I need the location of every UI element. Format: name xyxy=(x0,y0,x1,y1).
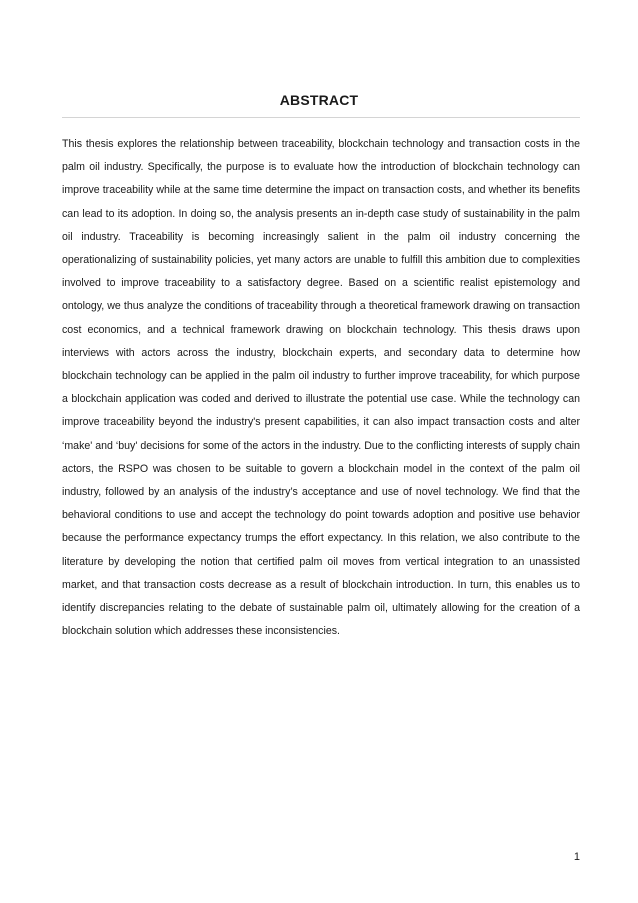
abstract-heading: ABSTRACT xyxy=(279,92,359,108)
page-number: 1 xyxy=(573,851,580,863)
abstract-paragraph: This thesis explores the relationship between traceability, blockchain technology and transaction costs in the palm oil industry. Specifically, the purpose is to evaluate how the introduction of blockchain technology can improve traceability while at the same time determine the impact on transaction costs, and whether its benefits can lead to its adoption. In doing so, the analysis presents an in-depth case study of sustainability in the palm oil industry. Traceability is becoming increasingly salient in the palm oil industry concerning the operationalizing of sustainability policies, yet many actors are unable to fulfill this ambition due to complexities involved to improve traceability to a satisfactory degree. Based on a scientific realist epistemology and ontology, we thus analyze the conditions of traceability through a theoretical framework drawing on transaction cost economics, and a technical framework drawing on blockchain technology. This thesis draws upon interviews with actors across the industry, blockchain experts, and secondary data to determine how blockchain technology can be applied in the palm oil industry to further improve traceability, for which purpose a blockchain application was coded and derived to illustrate the potential use case. While the technology can improve traceability beyond the industry's present capabilities, it can also impact transaction costs and alter ‘make' and ‘buy' decisions for some of the actors in the industry. Due to the conflicting interests of supply chain actors, the RSPO was chosen to be suitable to govern a blockchain model in the context of the palm oil industry, followed by an analysis of the industry’s acceptance and use of novel technology. We find that the behavioral conditions to use and accept the technology do point towards adoption and positive use behavior because the performance expectancy trumps the effort expectancy. In this relation, we also contribute to the literature by developing the notion that certified palm oil moves from vertical integration to an unassisted market, and that transaction costs decrease as a result of blockchain introduction. In turn, this enables us to identify discrepancies relating to the debate of sustainable palm oil, ultimately allowing for the creation of a blockchain solution which addresses these inconsistencies. xyxy=(62,138,580,638)
heading-divider xyxy=(62,117,580,118)
